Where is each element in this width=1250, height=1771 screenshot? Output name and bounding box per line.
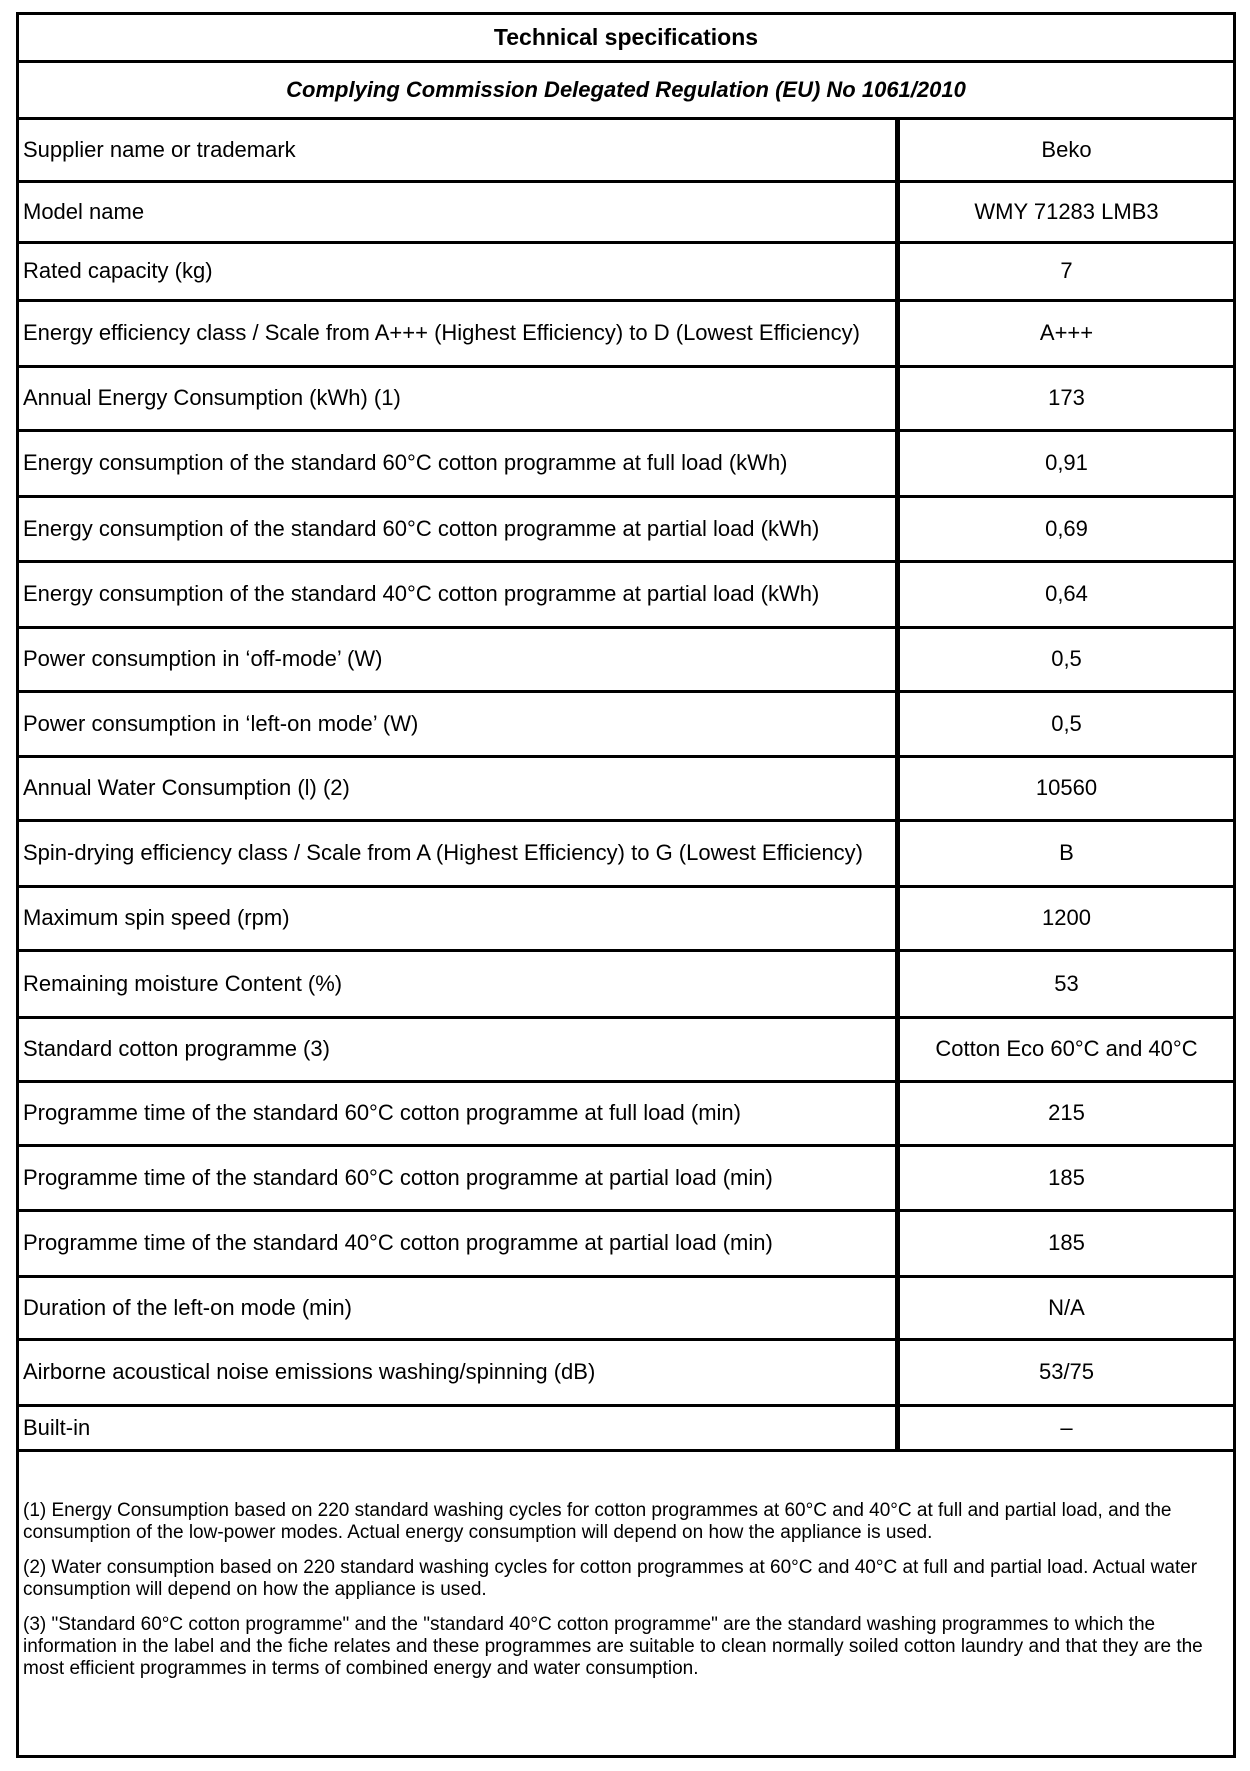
row-label: Duration of the left-on mode (min) — [19, 1276, 898, 1339]
table-row — [19, 120, 1233, 181]
table-row — [19, 1210, 1233, 1276]
table-row — [19, 1145, 1233, 1210]
row-value: N/A — [898, 1276, 1234, 1339]
row-value: B — [898, 820, 1234, 886]
row-label: Built-in — [19, 1405, 898, 1450]
table-row — [19, 950, 1233, 1017]
row-value: 0,64 — [898, 561, 1234, 627]
row-value: Beko — [898, 120, 1234, 181]
row-value: 185 — [898, 1145, 1234, 1210]
row-value: WMY 71283 LMB3 — [898, 181, 1234, 242]
table-row — [19, 300, 1233, 366]
row-value: 173 — [898, 366, 1234, 430]
row-value: 7 — [898, 242, 1234, 300]
row-label: Standard cotton programme (3) — [19, 1017, 898, 1081]
row-value: 53/75 — [898, 1339, 1234, 1405]
table-row — [19, 242, 1233, 300]
row-label: Energy consumption of the standard 60°C cotton programme at partial load (kWh) — [19, 496, 898, 561]
table-row — [19, 756, 1233, 820]
row-label: Maximum spin speed (rpm) — [19, 886, 898, 950]
row-value: – — [898, 1405, 1234, 1450]
row-value: Cotton Eco 60°C and 40°C — [898, 1017, 1234, 1081]
row-value: 0,5 — [898, 691, 1234, 756]
table-row — [19, 1276, 1233, 1339]
table-row — [19, 1339, 1233, 1405]
row-value: 10560 — [898, 756, 1234, 820]
footnote-3: (3) "Standard 60°C cotton programme" and the "standard 40°C cotton programme" are the standard washing programmes to which the information in the label and the fiche relates and these programmes are suitable to clean normally soiled cotton laundry and that they are the most efficient programmes in terms of combined energy and water consumption. — [23, 1614, 1203, 1679]
row-value: 185 — [898, 1210, 1234, 1276]
table-row — [19, 820, 1233, 886]
table-row — [19, 627, 1233, 691]
row-label: Airborne acoustical noise emissions washing/spinning (dB) — [19, 1339, 898, 1405]
sheet-title: Technical specifications — [19, 15, 1233, 63]
row-value: A+++ — [898, 300, 1234, 366]
row-value: 1200 — [898, 886, 1234, 950]
footnotes — [19, 1490, 1233, 1693]
spec-sheet — [16, 12, 1236, 1758]
row-label: Programme time of the standard 60°C cotton programme at full load (min) — [19, 1081, 898, 1145]
table-row — [19, 691, 1233, 756]
row-label: Power consumption in ‘left-on mode’ (W) — [19, 691, 898, 756]
row-label: Power consumption in ‘off-mode’ (W) — [19, 627, 898, 691]
row-label: Annual Energy Consumption (kWh) (1) — [19, 366, 898, 430]
table-row — [19, 1405, 1233, 1450]
row-label: Energy efficiency class / Scale from A+++ (Highest Efficiency) to D (Lowest Efficiency) — [19, 300, 898, 366]
row-label: Spin-drying efficiency class / Scale from A (Highest Efficiency) to G (Lowest Efficiency) — [19, 820, 898, 886]
row-label: Energy consumption of the standard 40°C cotton programme at partial load (kWh) — [19, 561, 898, 627]
table-row — [19, 430, 1233, 496]
row-label: Energy consumption of the standard 60°C cotton programme at full load (kWh) — [19, 430, 898, 496]
row-value: 215 — [898, 1081, 1234, 1145]
table-row — [19, 561, 1233, 627]
sheet-subtitle: Complying Commission Delegated Regulation (EU) No 1061/2010 — [19, 63, 1233, 120]
row-label: Rated capacity (kg) — [19, 242, 898, 300]
table-row — [19, 496, 1233, 561]
row-label: Remaining moisture Content (%) — [19, 950, 898, 1017]
row-label: Programme time of the standard 40°C cotton programme at partial load (min) — [19, 1210, 898, 1276]
table-row — [19, 1081, 1233, 1145]
row-value: 0,69 — [898, 496, 1234, 561]
row-label: Annual Water Consumption (l) (2) — [19, 756, 898, 820]
row-value: 53 — [898, 950, 1234, 1017]
row-value: 0,91 — [898, 430, 1234, 496]
row-label: Model name — [19, 181, 898, 242]
row-label: Supplier name or trademark — [19, 120, 898, 181]
table-row — [19, 886, 1233, 950]
footnote-2: (2) Water consumption based on 220 standard washing cycles for cotton programmes at 60°C and 40°C at full and partial load. Actual water consumption will depend on how the appliance is used. — [23, 1557, 1198, 1600]
footnote-1: (1) Energy Consumption based on 220 standard washing cycles for cotton programmes at 60°C and 40°C at full and partial load, and the consumption of the low-power modes. Actual energy consumption will depend on how the appliance is used. — [23, 1500, 1172, 1543]
spec-table — [19, 120, 1233, 1452]
row-value: 0,5 — [898, 627, 1234, 691]
table-row — [19, 366, 1233, 430]
row-label: Programme time of the standard 60°C cotton programme at partial load (min) — [19, 1145, 898, 1210]
table-row — [19, 1017, 1233, 1081]
table-row — [19, 181, 1233, 242]
